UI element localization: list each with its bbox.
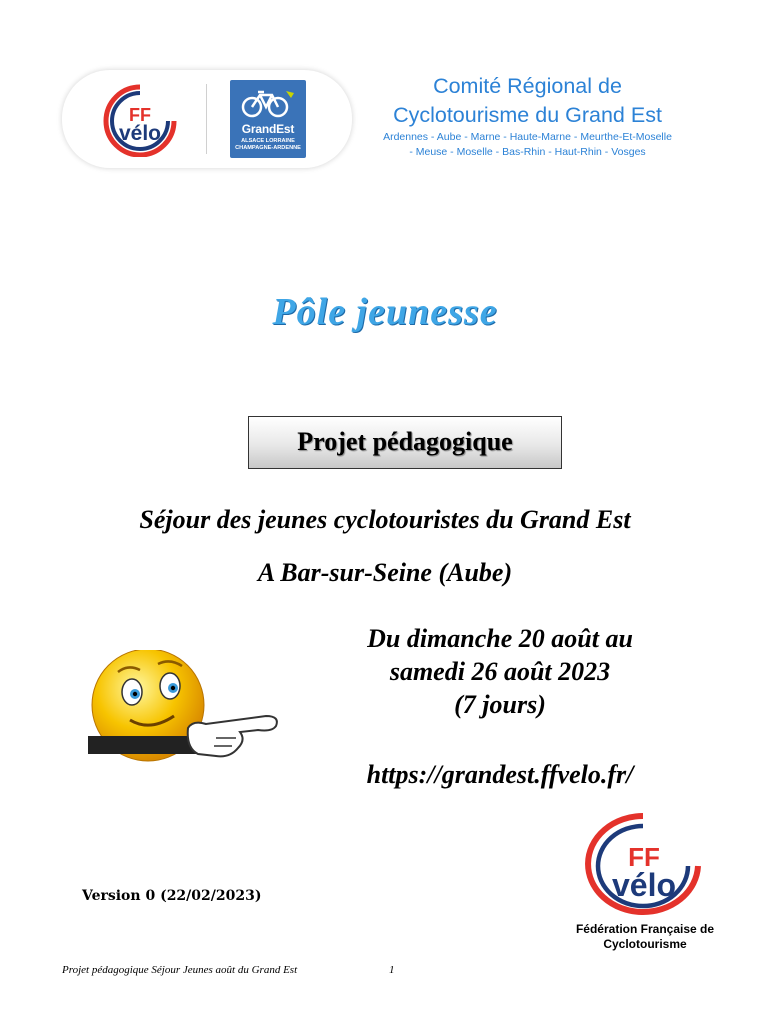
sejour-line: Séjour des jeunes cyclotouristes du Grand Est [139, 505, 631, 534]
committee-title-line2: Cyclotourisme du Grand Est [393, 103, 662, 127]
version-label: Version 0 (22/02/2023) [82, 888, 262, 904]
website-link[interactable]: https://grandest.ffvelo.fr/ [366, 760, 634, 789]
ff-logo-velo-text: vélo [611, 867, 677, 903]
dates-line2: samedi 26 août 2023 [389, 657, 611, 686]
grandest-title: GrandEst [241, 122, 295, 136]
dates-block [320, 622, 680, 721]
grandest-sub1: ALSACE LORRAINE [241, 138, 295, 144]
grandest-logo [230, 80, 306, 158]
dates-line1: Du dimanche 20 août au [367, 624, 633, 653]
ff-logo-ff-text: FF [628, 842, 660, 872]
committee-title-line1: Comité Régional de [433, 74, 622, 98]
project-box: Projet pédagogique [248, 416, 562, 469]
committee-header [355, 72, 700, 160]
federation-caption-line1: Fédération Française de [575, 922, 715, 936]
dates-line3: (7 jours) [454, 690, 546, 719]
footer-text: Projet pédagogique Séjour Jeunes août du Grand Est [62, 964, 298, 976]
ffvelo-velo-text: vélo [118, 122, 162, 145]
ffvelo-logo-large [578, 808, 708, 918]
page-number: 1 [389, 964, 395, 976]
departments-line2: - Meuse - Moselle - Bas-Rhin - Haut-Rhin - Vosges [409, 146, 646, 158]
ffvelo-logo-small [100, 81, 180, 157]
ffvelo-ff-text: FF [129, 105, 151, 125]
logo-divider [206, 84, 207, 154]
federation-caption [540, 922, 750, 952]
departments-line1: Ardennes - Aube - Marne - Haute-Marne - Meurthe-Et-Moselle [383, 131, 672, 143]
location-line: A Bar-sur-Seine (Aube) [257, 558, 513, 587]
federation-caption-line2: Cyclotourisme [603, 937, 687, 951]
page-title: Pôle jeunesse [272, 291, 498, 333]
page-footer [62, 964, 522, 976]
header-logos-panel [62, 70, 352, 168]
bicycle-icon [238, 88, 298, 118]
smiley-pointing-icon [88, 650, 283, 770]
grandest-sub2: CHAMPAGNE-ARDENNE [235, 145, 301, 151]
